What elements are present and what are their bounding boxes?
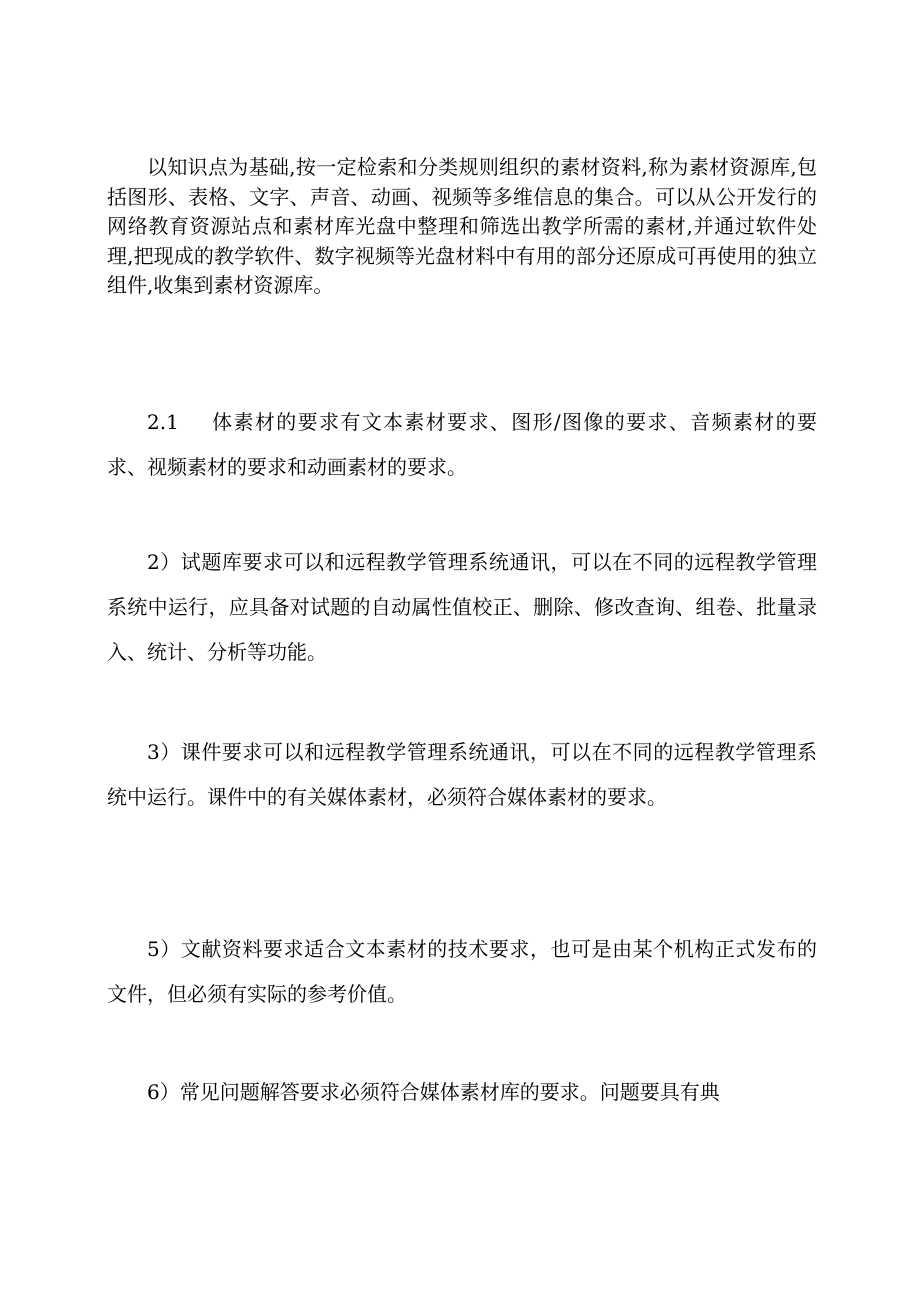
paragraph-courseware: 3）课件要求可以和远程教学管理系统通讯，可以在不同的远程教学管理系统中运行。课件中的有关媒体素材，必须符合媒体素材的要求。 — [107, 740, 817, 809]
paragraph-literature: 5）文献资料要求适合文本素材的技术要求，也可是由某个机构正式发布的文件，但必须有实际的参考价值。 — [107, 937, 817, 1006]
paragraph-resource-library: 以知识点为基础,按一定检索和分类规则组织的素材资料,称为素材资源库,包括图形、表格、文字、声音、动画、视频等多维信息的集合。可以从公开发行的网络教育资源站点和素材库光盘中整理和筛选出教学所需的素材,并通过软件处理,把现成的教学软件、数字视频等光盘材料中有用的部分还原成可再使用的独立组件,收集到素材资源库。 — [107, 155, 817, 297]
paragraph-media-requirements-text: 体素材的要求有文本素材要求、图形/图像的要求、音频素材的要求、视频素材的要求和动画素材的要求。 — [107, 410, 817, 479]
paragraph-faq: 6）常见问题解答要求必须符合媒体素材库的要求。问题要具有典 — [147, 1080, 720, 1104]
section-number: 2.1 — [147, 410, 179, 434]
paragraph-media-requirements — [107, 400, 817, 490]
paragraph-question-bank: 2）试题库要求可以和远程教学管理系统通讯，可以在不同的远程教学管理系统中运行，应具备对试题的自动属性值校正、删除、修改查询、组卷、批量录入、统计、分析等功能。 — [107, 550, 817, 664]
